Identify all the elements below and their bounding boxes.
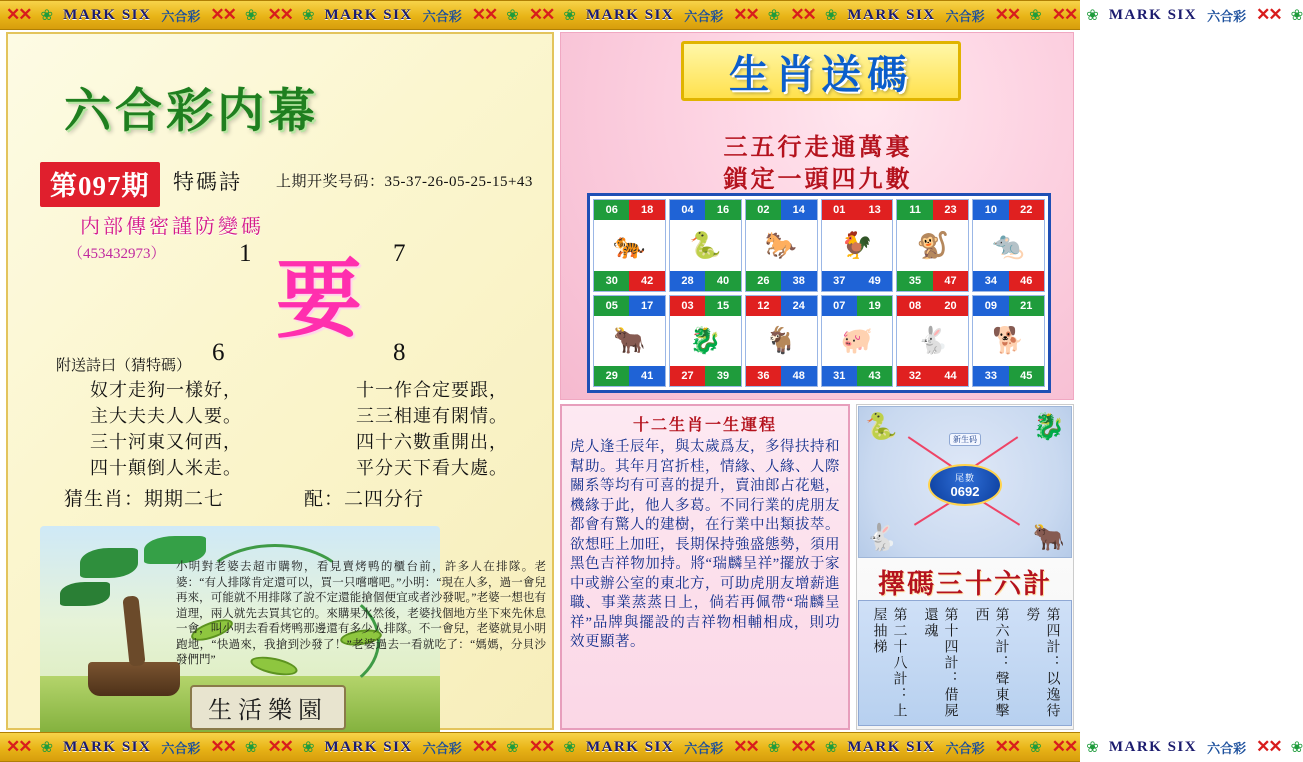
zodiac-cell[interactable] <box>593 199 666 292</box>
zodiac-number: 28 <box>670 271 705 291</box>
strategy-title: 擇碼三十六計 <box>878 569 1052 599</box>
zodiac-number: 41 <box>629 366 664 386</box>
tail-number-label: 尾數 <box>954 473 975 483</box>
x-mark-icon: ✕✕ <box>6 5 31 24</box>
zodiac-number: 43 <box>857 366 892 386</box>
zodiac-banner <box>681 41 961 101</box>
zodiac-number: 32 <box>897 366 932 386</box>
illustration-pot <box>88 662 180 696</box>
zodiac-animal-icon: 🐇 <box>916 325 949 356</box>
x-mark-icon: ✕✕ <box>1051 737 1077 756</box>
zodiac-number: 37 <box>822 271 857 291</box>
zodiac-number: 22 <box>1009 200 1044 220</box>
zodiac-number: 39 <box>705 366 740 386</box>
number-top-left: 1 <box>239 240 252 267</box>
zodiac-number: 04 <box>670 200 705 220</box>
zodiac-cell-bottom-numbers <box>822 366 893 386</box>
x-mark-icon: ✕✕ <box>210 5 235 24</box>
illustration-leaf <box>80 548 138 578</box>
poem-line: 平分天下看大處。 <box>356 458 508 478</box>
illustration-trunk <box>122 595 145 666</box>
zodiac-cell-top-numbers <box>670 296 741 316</box>
zodiac-cell[interactable] <box>821 199 894 292</box>
zodiac-number: 20 <box>933 296 968 316</box>
zodiac-cell-top-numbers <box>822 200 893 220</box>
brand-text: MARK SIX <box>585 6 675 23</box>
zodiac-number: 45 <box>1009 366 1044 386</box>
zodiac-cell[interactable] <box>896 199 969 292</box>
zodiac-number: 16 <box>705 200 740 220</box>
tail-number-value: 0692 <box>950 484 980 499</box>
zodiac-cell-top-numbers <box>897 200 968 220</box>
x-mark-icon: ✕✕ <box>471 737 497 756</box>
brand-text: MARK SIX <box>324 738 413 755</box>
flower-icon: ❀ <box>1029 7 1042 24</box>
zodiac-cell[interactable] <box>972 295 1045 388</box>
zodiac-animal-icon: 🐕 <box>992 325 1025 356</box>
x-mark-icon: ✕✕ <box>471 5 497 24</box>
x-mark-icon: ✕✕ <box>267 5 292 24</box>
zodiac-number: 29 <box>594 366 629 386</box>
guess-zodiac-line: 猜生肖：期期二七 <box>64 489 225 510</box>
zodiac-cell-bottom-numbers <box>746 366 817 386</box>
zodiac-animal-icon: 🐀 <box>992 229 1025 260</box>
story-text: 小明對老婆去超市購物，看見賣烤鸭的櫃台前，許多人在排隊。老婆：“有人排隊肯定還可以，買一只嚐嚐吧。”小明：“現在人多，過一會兒再來，可能就不用排隊了說不定還能搶個便宜或者沙發呢。”老婆一想也有道理，兩人就先去買其它的。來購果水然後，老婆找個地方坐下來先休息一會，叫小明去看看烤鸭那邊還有多少人排隊。不一會兒，老婆就見小明跑地，“快過來，我搶到沙發了！”老婆過去一看就吃了：“媽媽，分貝沙發們門” <box>176 561 546 666</box>
zodiac-cell-bottom-numbers <box>670 366 741 386</box>
zodiac-cell-bottom-numbers <box>594 366 665 386</box>
strategy-graphic <box>858 406 1072 558</box>
zodiac-cell[interactable] <box>821 295 894 388</box>
brand-text: MARK SIX <box>63 6 152 23</box>
zodiac-animal-icon: 🐂 <box>613 325 646 356</box>
brand-text: MARK SIX <box>585 738 675 755</box>
flower-icon: ❀ <box>767 739 781 756</box>
bottom-marquee-band <box>0 732 1303 762</box>
top-marquee-band <box>0 0 1303 30</box>
previous-draw-numbers: 上期开奖号码：35-37-26-05-25-15+43 <box>276 174 533 190</box>
zodiac-number: 18 <box>629 200 664 220</box>
brand-cn-text: 六合彩 <box>1207 8 1247 24</box>
flower-icon: ❀ <box>563 739 576 756</box>
x-mark-icon: ✕✕ <box>1051 5 1077 24</box>
flower-icon: ❀ <box>40 739 54 756</box>
zodiac-number: 30 <box>594 271 629 291</box>
x-mark-icon: ✕✕ <box>733 5 758 24</box>
zodiac-number: 44 <box>933 366 968 386</box>
brand-text: MARK SIX <box>847 6 936 23</box>
zodiac-cell-bottom-numbers <box>746 271 817 291</box>
zodiac-cell[interactable] <box>745 199 818 292</box>
zodiac-cell-bottom-numbers <box>897 271 968 291</box>
ox-icon: 🐂 <box>1032 522 1065 552</box>
poem-column-left <box>90 377 242 481</box>
zodiac-number: 23 <box>933 200 968 220</box>
zodiac-cell-bottom-numbers <box>897 366 968 386</box>
brand-cn-text: 六合彩 <box>422 8 462 24</box>
x-mark-icon: ✕✕ <box>1256 737 1281 756</box>
zodiac-cell[interactable] <box>669 295 742 388</box>
zodiac-number: 47 <box>933 271 968 291</box>
zodiac-number: 17 <box>629 296 664 316</box>
strategy-item: 第四計：以逸待勞 <box>1024 607 1060 719</box>
fortune-title: 十二生肖一生運程 <box>632 417 777 434</box>
zodiac-animal-icon: 🐍 <box>689 229 722 260</box>
zodiac-cell[interactable] <box>745 295 818 388</box>
zodiac-panel <box>560 32 1074 400</box>
flower-icon: ❀ <box>40 7 54 24</box>
zodiac-cell-top-numbers <box>897 296 968 316</box>
poem-label: 附送詩曰（猜特碼） <box>56 358 192 374</box>
flower-icon: ❀ <box>1290 7 1303 24</box>
brand-cn-text: 六合彩 <box>161 8 201 24</box>
flower-icon: ❀ <box>824 739 838 756</box>
flower-icon: ❀ <box>563 7 576 24</box>
special-poem-label: 特碼詩 <box>173 170 242 194</box>
brand-text: MARK SIX <box>1108 6 1198 23</box>
poem-line: 主大夫夫人人要。 <box>90 406 242 426</box>
brand-cn-text: 六合彩 <box>684 8 724 24</box>
zodiac-number: 35 <box>897 271 932 291</box>
poem-line: 四十顛倒人米走。 <box>90 458 242 478</box>
brand-text: MARK SIX <box>1108 738 1198 755</box>
zodiac-number: 31 <box>822 366 857 386</box>
snake-icon: 🐍 <box>865 411 898 441</box>
flower-icon: ❀ <box>244 739 258 756</box>
new-code-tag: 新生码 <box>949 433 981 446</box>
rabbit-icon: 🐇 <box>865 522 898 552</box>
zodiac-cell-top-numbers <box>973 296 1044 316</box>
zodiac-cell-top-numbers <box>594 200 665 220</box>
zodiac-number-grid <box>587 193 1051 393</box>
flower-icon: ❀ <box>824 7 838 24</box>
zodiac-number: 15 <box>705 296 740 316</box>
zodiac-number: 09 <box>973 296 1008 316</box>
poem-column-right <box>356 377 508 481</box>
page-title: 六合彩内幕 <box>64 86 319 138</box>
zodiac-number: 06 <box>594 200 629 220</box>
brand-cn-text: 六合彩 <box>161 740 201 756</box>
zodiac-number: 38 <box>781 271 816 291</box>
number-top-right: 7 <box>393 240 406 267</box>
brand-cn-text: 六合彩 <box>684 740 724 756</box>
poem-line: 三三相連有閑情。 <box>356 406 508 426</box>
strategy-columns <box>858 600 1072 726</box>
zodiac-number: 19 <box>857 296 892 316</box>
zodiac-number: 14 <box>781 200 816 220</box>
feature-character: 要 <box>276 252 362 348</box>
strategy-item: 第十四計：借屍還魂 <box>922 607 958 719</box>
zodiac-cell-bottom-numbers <box>670 271 741 291</box>
brand-cn-text: 六合彩 <box>422 740 462 756</box>
zodiac-animal-icon: 🐎 <box>764 229 798 260</box>
zodiac-number: 12 <box>746 296 781 316</box>
zodiac-cell-bottom-numbers <box>594 271 665 291</box>
x-mark-icon: ✕✕ <box>1256 5 1281 24</box>
zodiac-cell-top-numbers <box>746 296 817 316</box>
brand-cn-text: 六合彩 <box>945 8 985 24</box>
zodiac-number: 24 <box>781 296 816 316</box>
poem-line: 四十六數重開出， <box>356 432 508 452</box>
zodiac-slogan-1: 三五行走通萬裏 <box>723 135 913 161</box>
flower-icon: ❀ <box>506 739 519 756</box>
zodiac-number: 10 <box>973 200 1008 220</box>
x-mark-icon: ✕✕ <box>790 5 815 24</box>
zodiac-number: 05 <box>594 296 629 316</box>
zodiac-number: 26 <box>746 271 781 291</box>
brand-text: MARK SIX <box>847 738 936 755</box>
brand-text: MARK SIX <box>324 6 413 23</box>
zodiac-cell[interactable] <box>669 199 742 292</box>
flower-icon: ❀ <box>301 739 315 756</box>
zodiac-number: 21 <box>1009 296 1044 316</box>
number-bottom-left: 6 <box>212 339 225 366</box>
number-bottom-right: 8 <box>393 339 406 366</box>
flower-icon: ❀ <box>767 7 781 24</box>
brand-text: MARK SIX <box>63 738 152 755</box>
poem-line: 十一作合定要跟， <box>356 380 508 400</box>
x-mark-icon: ✕✕ <box>528 737 554 756</box>
zodiac-cell-top-numbers <box>822 296 893 316</box>
zodiac-number: 36 <box>746 366 781 386</box>
zodiac-animal-icon: 🐓 <box>840 229 874 260</box>
illustration-caption: 生活樂園 <box>190 685 346 730</box>
zodiac-number: 27 <box>670 366 705 386</box>
secret-code: （453432973） <box>68 246 166 262</box>
zodiac-cell-top-numbers <box>973 200 1044 220</box>
strategy-item: 第二十八計：上屋抽梯 <box>871 607 907 719</box>
strategy-item: 第六計：聲東擊西 <box>973 607 1009 719</box>
zodiac-cell-bottom-numbers <box>822 271 893 291</box>
brand-cn-text: 六合彩 <box>1207 740 1247 756</box>
zodiac-cell-top-numbers <box>594 296 665 316</box>
zodiac-number: 40 <box>705 271 740 291</box>
zodiac-animal-icon: 🐒 <box>916 229 949 260</box>
x-mark-icon: ✕✕ <box>6 737 31 756</box>
zodiac-number: 07 <box>822 296 857 316</box>
fortune-body: 虎人逢壬辰年，與太歲爲友，多得扶持和幫助。其年月宮折桂，情緣、人緣、人際關系等均有可喜的提升，賣油郎占花魁，機緣于此，他人多葛。不同行業的虎朋友都會有驚人的建樹，在行業中出類拔萃。欲想旺上加旺，長期保持強盛態勢，須用黑色吉祥物加持。將“瑞麟呈祥”擺放于家中或辦公室的東北方，可助虎朋友增薪進職、事業蒸蒸日上，倘若再佩帶“瑞麟呈祥”品牌與擺設的吉祥物相輔相成，則功效更顯著。 <box>570 439 840 650</box>
flower-icon: ❀ <box>1029 739 1042 756</box>
brand-cn-text: 六合彩 <box>945 740 985 756</box>
illustration-leaf <box>60 582 110 606</box>
x-mark-icon: ✕✕ <box>267 737 292 756</box>
zodiac-animal-icon: 🐉 <box>689 325 722 356</box>
zodiac-number: 03 <box>670 296 705 316</box>
zodiac-number: 01 <box>822 200 857 220</box>
flower-icon: ❀ <box>301 7 315 24</box>
tail-number-badge <box>928 464 1002 506</box>
x-mark-icon: ✕✕ <box>210 737 235 756</box>
x-mark-icon: ✕✕ <box>790 737 815 756</box>
zodiac-cell-top-numbers <box>746 200 817 220</box>
secret-headline: 内部傳密謹防變碼 <box>80 216 264 238</box>
flower-icon: ❀ <box>244 7 258 24</box>
zodiac-cell[interactable] <box>593 295 666 388</box>
zodiac-number: 33 <box>973 366 1008 386</box>
zodiac-cell-top-numbers <box>670 200 741 220</box>
zodiac-animal-icon: 🐐 <box>764 325 798 356</box>
poem-line: 奴才走狗一樣好， <box>90 380 242 400</box>
zodiac-number: 48 <box>781 366 816 386</box>
x-mark-icon: ✕✕ <box>528 5 554 24</box>
x-mark-icon: ✕✕ <box>994 5 1020 24</box>
zodiac-slogan-2: 鎖定一頭四九數 <box>723 167 913 193</box>
zodiac-number: 42 <box>629 271 664 291</box>
x-mark-icon: ✕✕ <box>994 737 1020 756</box>
x-mark-icon: ✕✕ <box>733 737 758 756</box>
poem-line: 三十河東又何西， <box>90 432 242 452</box>
guess-match-line: 配：二四分行 <box>304 489 425 510</box>
issue-badge: 第097期 <box>40 162 160 207</box>
zodiac-banner-text: 生肖送碼 <box>729 51 913 97</box>
zodiac-cell[interactable] <box>972 199 1045 292</box>
zodiac-number: 49 <box>857 271 892 291</box>
zodiac-animal-icon: 🐖 <box>840 325 874 356</box>
left-panel <box>6 32 554 730</box>
zodiac-number: 02 <box>746 200 781 220</box>
zodiac-cell-bottom-numbers <box>973 366 1044 386</box>
zodiac-number: 34 <box>973 271 1008 291</box>
zodiac-cell[interactable] <box>896 295 969 388</box>
fortune-panel <box>560 404 850 730</box>
zodiac-number: 08 <box>897 296 932 316</box>
zodiac-animal-icon: 🐅 <box>613 229 646 260</box>
zodiac-cell-bottom-numbers <box>973 271 1044 291</box>
dragon-icon: 🐉 <box>1032 411 1065 441</box>
flower-icon: ❀ <box>1086 739 1099 756</box>
flower-icon: ❀ <box>1086 7 1099 24</box>
flower-icon: ❀ <box>506 7 519 24</box>
flower-icon: ❀ <box>1290 739 1303 756</box>
zodiac-number: 46 <box>1009 271 1044 291</box>
zodiac-number: 11 <box>897 200 932 220</box>
zodiac-number: 13 <box>857 200 892 220</box>
